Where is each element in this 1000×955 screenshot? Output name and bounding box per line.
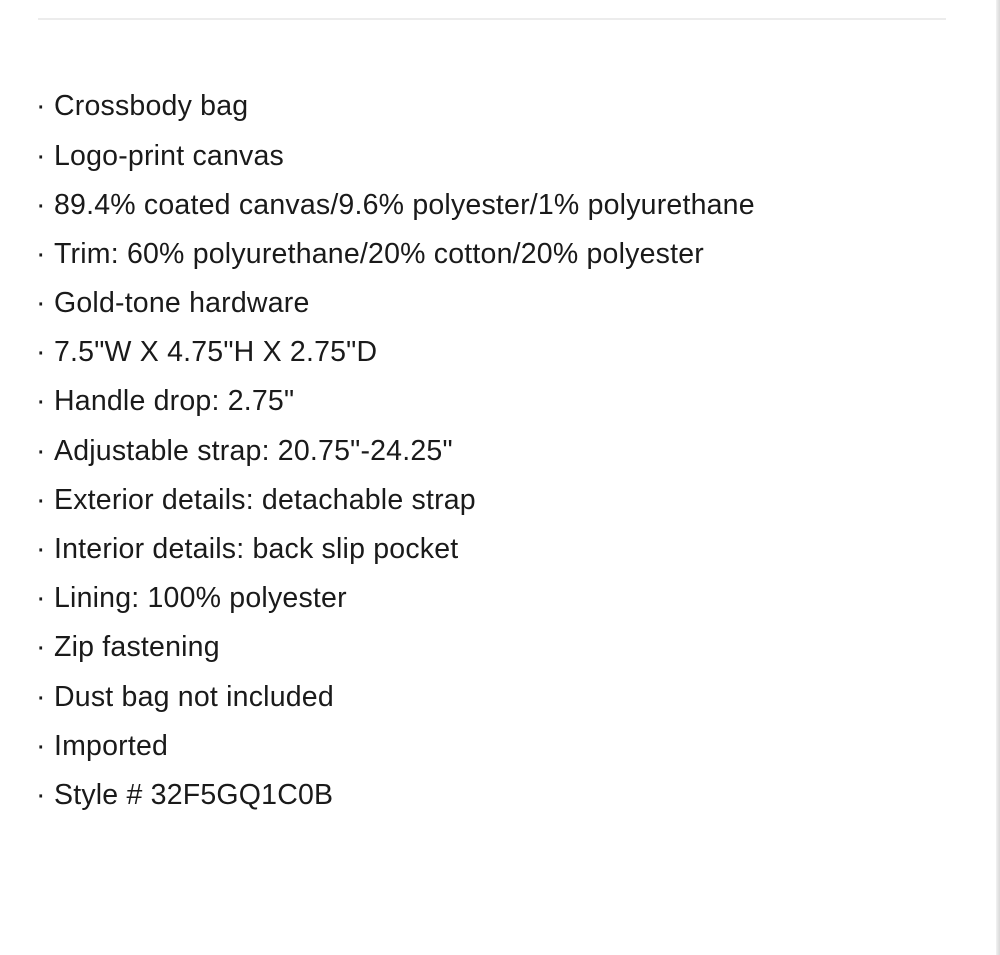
bullet: · (36, 680, 46, 713)
list-item (36, 180, 755, 229)
detail-text: Exterior details: detachable strap (54, 483, 476, 516)
list-item (36, 82, 755, 131)
detail-text: Adjustable strap: 20.75"-24.25" (54, 434, 453, 467)
detail-text: 7.5"W X 4.75"H X 2.75"D (54, 336, 378, 369)
list-item (36, 131, 755, 180)
list-item (36, 328, 755, 377)
detail-text: Zip fastening (54, 631, 220, 664)
bullet: · (36, 434, 46, 467)
list-item (36, 672, 755, 721)
bullet: · (36, 631, 46, 664)
bullet: · (36, 139, 46, 172)
detail-text: Handle drop: 2.75" (54, 385, 295, 418)
top-divider (38, 18, 946, 20)
bullet: · (36, 778, 46, 811)
list-item (36, 279, 755, 328)
bullet: · (36, 287, 46, 320)
detail-text: Gold-tone hardware (54, 287, 310, 320)
page-right-edge (996, 0, 1000, 955)
detail-text: 89.4% coated canvas/9.6% polyester/1% polyurethane (54, 188, 755, 221)
bullet: · (36, 188, 46, 221)
bullet: · (36, 336, 46, 369)
bullet: · (36, 483, 46, 516)
list-item (36, 476, 755, 525)
bullet: · (36, 582, 46, 615)
list-item (36, 426, 755, 475)
list-item (36, 574, 755, 623)
detail-text: Lining: 100% polyester (54, 582, 347, 615)
detail-text: Style # 32F5GQ1C0B (54, 778, 334, 811)
list-item (36, 230, 755, 279)
list-item (36, 377, 755, 426)
bullet: · (36, 729, 46, 762)
list-item (36, 771, 755, 820)
detail-text: Interior details: back slip pocket (54, 533, 459, 566)
product-details-list (36, 82, 755, 820)
bullet: · (36, 90, 46, 123)
detail-text: Crossbody bag (54, 90, 249, 123)
bullet: · (36, 385, 46, 418)
bullet: · (36, 237, 46, 270)
detail-text: Trim: 60% polyurethane/20% cotton/20% polyester (54, 237, 704, 270)
detail-text: Logo-print canvas (54, 139, 284, 172)
bullet: · (36, 533, 46, 566)
list-item (36, 721, 755, 770)
detail-text: Dust bag not included (54, 680, 334, 713)
list-item (36, 623, 755, 672)
list-item (36, 525, 755, 574)
detail-text: Imported (54, 729, 169, 762)
